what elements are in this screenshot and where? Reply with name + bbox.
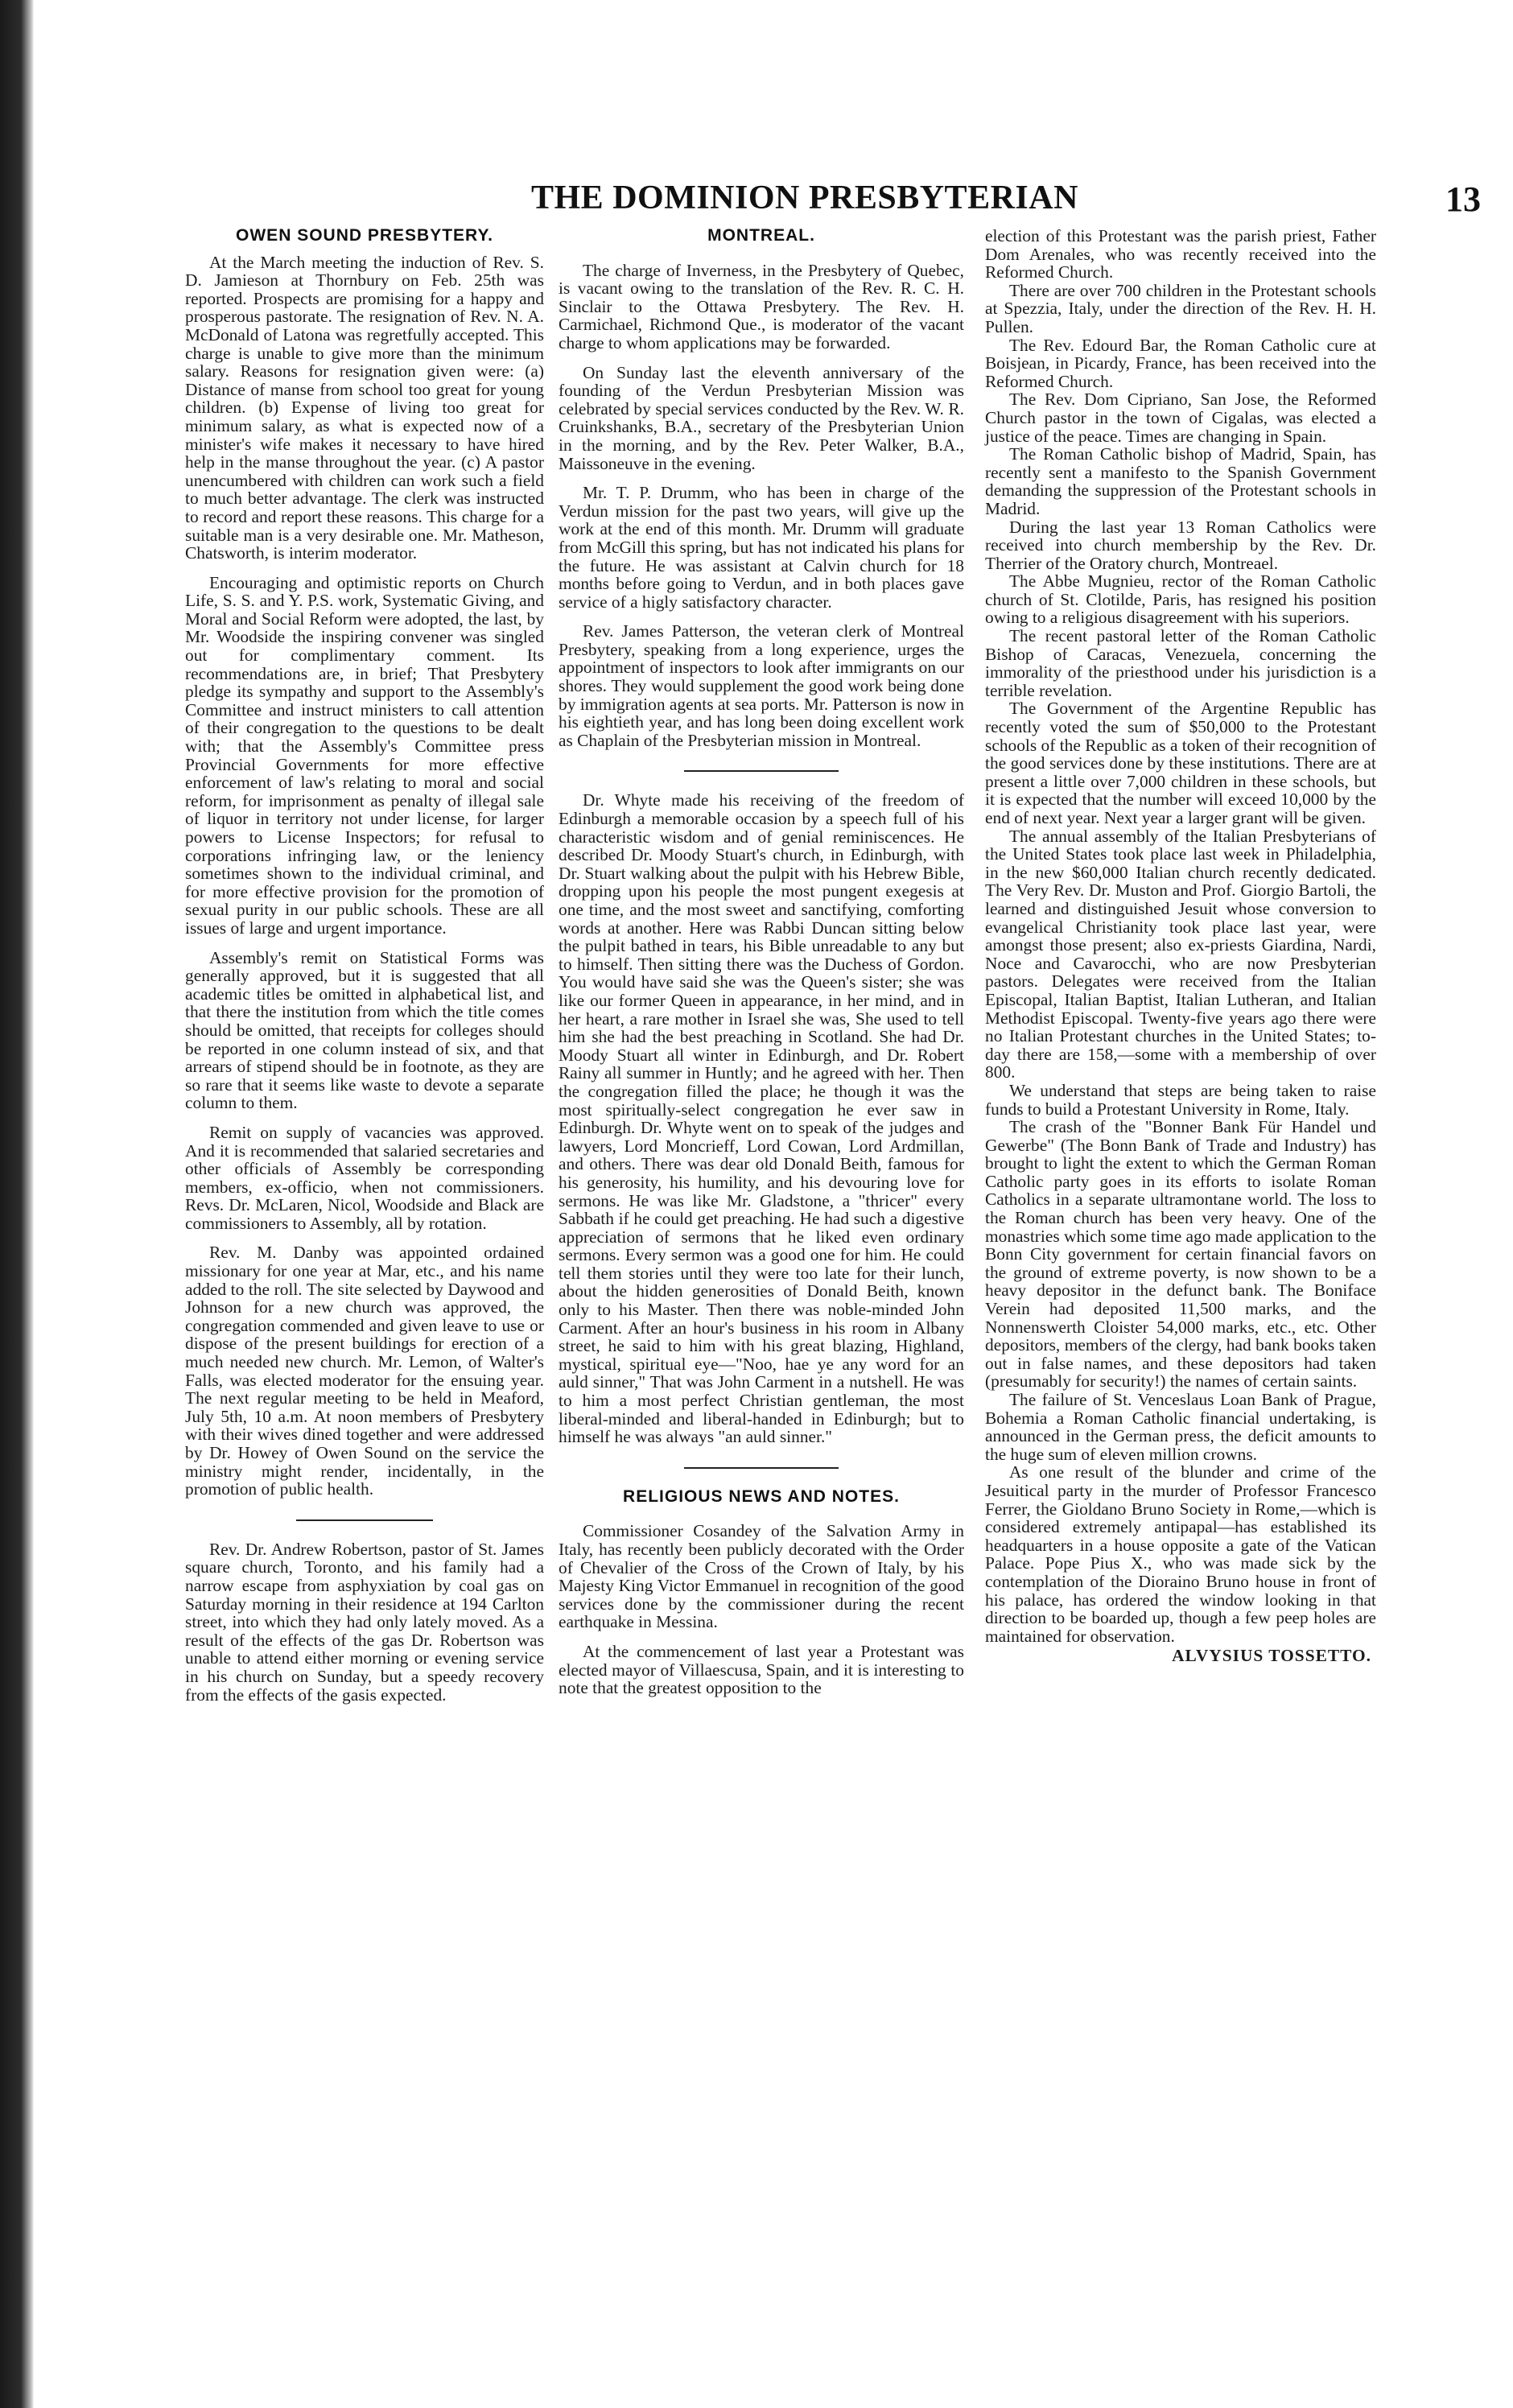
article-paragraph: During the last year 13 Roman Catholics were received into church membership by the Rev. Dr. Therrier of the Oratory church, Montreael. [985,517,1376,573]
article-paragraph: election of this Protestant was the parish priest, Father Dom Arenales, who was recently received into the Reformed Church. [985,226,1376,282]
article-paragraph: Rev. Dr. Andrew Robertson, pastor of St. James square church, Toronto, and his family had a narrow escape from asphyxiation by coal gas on Saturday morning in their residence at 194 Carlton street, into which they had only lately moved. As a result of the effects of the gas Dr. Robertson was unable to attend either morning or evening service in his church on Sunday, but a speedy recovery from the effects of the gasis expected. [185,1539,544,1705]
column-owen-sound [185,227,544,1704]
article-paragraph: Encouraging and optimistic reports on Church Life, S. S. and Y. P.S. work, Systematic Giving, and Moral and Social Reform were adopted, the last, by Mr. Woodside the inspiring convener was singled out for complimentary comment. Its recommendations are, in brief; That Presbytery pledge its sympathy and support to the Assembly's Committee and instruct ministers to call attention of their congregation to the questions to be dealt with; that the Assembly's Committee press Provincial Governments for more effective enforcement of law's relating to moral and social reform, for imprisonment as penalty of illegal sale of liquor in territory not under license, for larger powers to License Inspectors; for refusal to corporations infringing law, or the leniency sometimes shown to the individual criminal, and for more effective provision for the promotion of sexual purity in our public schools. These are all issues of large and urgent importance. [185,572,544,938]
article-paragraph: The Government of the Argentine Republic has recently voted the sum of $50,000 to the Protestant schools of the Republic as a token of their recognition of the good services done by these institutions. There are at present a little over 7,000 children in these schools, but it is expected that the number will exceed 10,000 by the end of next year. Next year a larger grant will be given. [985,699,1376,827]
paragraph-gap [559,472,964,484]
paragraph-gap [185,1232,544,1243]
page-header [515,179,1481,227]
paragraph-gap [559,1631,964,1643]
article-paragraph: The failure of St. Venceslaus Loan Bank of Prague, Bohemia a Roman Catholic financial undertaking, is announced in the German press, the deficit amounts to the huge sum of eleven million crowns. [985,1390,1376,1464]
section-divider [684,770,839,772]
section-divider [684,1467,839,1469]
article-paragraph: The Rev. Edourd Bar, the Roman Catholic cure at Boisjean, in Picardy, France, has been received into the Reformed Church. [985,335,1376,391]
article-paragraph: Rev. James Patterson, the veteran clerk of Montreal Presbytery, speaking from a long experience, urges the appointment of inspectors to look after immigrants on our shores. They would supplement the good work being done by immigration agents at sea ports. Mr. Patterson is now in his eightieth year, and has long been doing excellent work as Chaplain of the Presbyterian mission in Montreal. [559,621,964,750]
section-heading-owen-sound: OWEN SOUND PRESBYTERY. [236,226,493,245]
article-paragraph: On Sunday last the eleventh anniversary of the founding of the Verdun Presbyterian Mission was celebrated by special services conducted by the Rev. W. R. Cruinkshanks, B.A., secretary of the Presbyterian Union in the morning, and by the Rev. Peter Walker, B.A., Maissoneuve in the evening. [559,362,964,473]
article-paragraph: Commissioner Cosandey of the Salvation Army in Italy, has recently been publicly decorated with the Order of Chevalier of the Cross of the Crown of Italy, by his Majesty King Victor Emmanuel in recognition of the good services done by the commissioner during the recent earthquake in Messina. [559,1521,964,1632]
section-heading-montreal: MONTREAL. [707,226,815,245]
article-paragraph: We understand that steps are being taken to raise funds to build a Protestant University in Rome, Italy. [985,1080,1376,1119]
article-paragraph: The Rev. Dom Cipriano, San Jose, the Reformed Church pastor in the town of Cigalas, was elected a justice of the peace. Times are changing in Spain. [985,390,1376,446]
article-paragraph: The Roman Catholic bishop of Madrid, Spain, has recently sent a manifesto to the Spanish Government demanding the suppression of the Protestant schools in Madrid. [985,444,1376,518]
article-paragraph: Dr. Whyte made his receiving of the freedom of Edinburgh a memorable occasion by a speech full of his characteristic wisdom and of genial reminiscences. He described Dr. Moody Stuart's church, in Edinburgh, with Dr. Stuart walking about the pulpit with his Hebrew Bible, dropping upon his people the most pungent exegesis at one time, and the most sweet and sanctifying, comforting words at another. Here was Rabbi Duncan sitting below the pulpit bathed in tears, his Bible unreadable to any but to himself. Then sitting there was the Duchess of Gordon. You would have said she was the Queen's sister; she was like our former Queen in appearance, in her mind, and in her heart, a rare mother in Israel she was, She used to tell him she had the best preaching in Scotland. She had Dr. Moody Stuart all winter in Edinburgh, and Dr. Robert Rainy all summer in Huntly; and he agreed with her. Then the congregation filled the place; he though it was the most spiritually-select congregation he ever saw in Edinburgh. Dr. Whyte went on to speak of the judges and lawyers, Lord Moncrieff, Lord Cowan, Lord Ardmillan, and others. There was dear old Donald Beith, famous for his generosity, his humility, and his devouring love for sermons. He was like Mr. Gladstone, a "thricer" every Sabbath if he could get preaching. He had such a digestive appreciation of sermons that he liked even ordinary sermons. Every sermon was a good one for him. He could tell them stories until they were too late for their lunch, about the hidden generosities of Donald Beith, known only to his Master. Then there was noble-minded John Carment. After an hour's business in his room in Albany street, he said to him with his great blazing, Highland, mystical, spiritual eye—"Noo, hae ye any word for an auld sinner," That was John Carment in a nutshell. He was to him a most perfect Christian gentleman, the most liberal-minded and liberal-handed in Edinburgh; but to himself he was always "an auld sinner." [559,790,964,1447]
section-heading-religious-news: RELIGIOUS NEWS AND NOTES. [623,1486,900,1506]
article-paragraph: There are over 700 children in the Protestant schools at Spezzia, Italy, under the direction of the Rev. H. H. Pullen. [985,280,1376,336]
running-title: THE DOMINION PRESBYTERIAN [531,179,1078,216]
paragraph-gap [559,353,964,364]
paragraph-gap [185,563,544,574]
article-paragraph: The Abbe Mugnieu, rector of the Roman Catholic church of St. Clotilde, Paris, has resigned his position owing to a religious disagreement with his superiors. [985,571,1376,628]
paragraph-gap [559,611,964,622]
article-paragraph: The recent pastoral letter of the Roman Catholic Bishop of Caracas, Venezuela, concerning the immorality of the priesthood under his jurisdiction is a terrible revelation. [985,626,1376,700]
article-paragraph: Mr. T. P. Drumm, who has been in charge of the Verdun mission for the past two years, will give up the work at the end of this month. Mr. Drumm will graduate from McGill this spring, but has not indicated his plans for the future. He was assistant at Calvin church for 18 months before going to Verdun, and in both places gave service of a higly satisfactory character. [559,483,964,612]
article-paragraph: At the commencement of last year a Protestant was elected mayor of Villaescusa, Spain, and it is interesting to note that the greatest opposition to the [559,1641,964,1698]
paragraph-gap [185,1112,544,1124]
article-paragraph: The annual assembly of the Italian Presbyterians of the United States took place last week in Philadelphia, in the new $60,000 Italian church recently dedicated. The Very Rev. Dr. Muston and Prof. Giorgio Bartoli, the learned and distinguished Jesuit whose conversion to evangelical Christianity took place last year, were amongst those present; also ex-priests Giardina, Nardi, Noce and Cavarocchi, who are now Presbyterian pastors. Delegates were received from the Italian Episcopal, Italian Baptist, Italian Lutheran, and Italian Methodist Episcopal. Twenty-five years ago there were no Italian Protestant churches in the United States; to-day there are 158,—some with a membership of over 800. [985,826,1376,1082]
article-paragraph: Rev. M. Danby was appointed ordained missionary for one year at Mar, etc., and his name added to the roll. The site selected by Daywood and Johnson for a new church was approved, the congregation commended and given leave to use or dispose of the present buildings for erection of a much needed new church. Mr. Lemon, of Walter's Falls, was elected moderator for the ensuing year. The next regular meeting to be held in Meaford, July 5th, 10 a.m. At noon members of Presbytery with their wives dined together and were addressed by Dr. Howey of Owen Sound on the service the ministry might render, incidentally, in the promotion of public health. [185,1243,544,1499]
column-montreal [559,227,964,1697]
author-signature: ALVYSIUS TOSSETTO. [1172,1646,1371,1666]
page-number: 13 [1445,179,1481,219]
scan-edge-shadow [0,0,34,2408]
column-religious-news-continued [985,227,1376,1665]
article-paragraph: As one result of the blunder and crime of the Jesuitical party in the murder of Professor Francesco Ferrer, the Gioldano Bruno Society in Rome,—which is considered extremely antipapal—has established its headquarters in a house opposite a gate of the Vatican Palace. Pope Pius X., who was made sick by the contemplation of the Dioraino Bruno house in front of his palace, has ordered the window looking in that direction to be boarded up, though a few peep holes are maintained for observation. [985,1462,1376,1646]
section-divider [296,1519,432,1521]
article-paragraph: Remit on supply of vacancies was approved. And it is recommended that salaried secretaries and other officials of Assembly be corresponding members, ex-officio, when not commissioners. Revs. Dr. McLaren, Nicol, Woodside and Black are commissioners to Assembly, all by rotation. [185,1122,544,1233]
article-paragraph: The charge of Inverness, in the Presbytery of Quebec, is vacant owing to the translation of the Rev. R. C. H. Sinclair to the Ottawa Presbytery. The Rev. H. Carmichael, Richmond Que., is moderator of the vacant charge to whom applications may be forwarded. [559,260,964,353]
article-paragraph: Assembly's remit on Statistical Forms was generally approved, but it is suggested that all academic titles be omitted in alphabetical list, and that there the institution from which the title comes should be omitted, that receipts for colleges should be reported in one column instead of six, and that arrears of stipend should be in footnote, as they are so rare that it seems like waste to devote a separate column to them. [185,947,544,1113]
article-paragraph: At the March meeting the induction of Rev. S. D. Jamieson at Thornbury on Feb. 25th was reported. Prospects are promising for a happy and prosperous pastorate. The resignation of Rev. N. A. McDonald of Latona was regretfully accepted. This charge is unable to give more than the minimum salary. Reasons for resignation given were: (a) Distance of manse from school too great for young children. (b) Expense of living too great for minimum salary, as what is expected now of a minister's wife makes it necessary to have hired help in the manse throughout the year. (c) A pastor unencumbered with children can work such a field to much better advantage. The clerk was instructed to record and report these reasons. This charge for a suitable man is a very desirable one. Mr. Matheson, Chatsworth, is interim moderator. [185,252,544,563]
article-paragraph: The crash of the "Bonner Bank Für Handel und Gewerbe" (The Bonn Bank of Trade and Industry) has brought to light the extent to which the German Roman Catholic party goes in its efforts to isolate Roman Catholics in a separate ultramontane world. The loss to the Roman church has been very heavy. One of the monastries which some time ago made application to the Bonn City government for certain financial favors on the ground of extreme poverty, is now shown to be a heavy depositor in the defunct bank. The Boniface Verein had deposited 11,500 marks, and the Nonnenswerth Cloister 54,000 marks, etc., etc. Other depositors, members of the clergy, had bank books taken out in false names, and these depositors had taken (presumably for security!) the names of certain saints. [985,1117,1376,1392]
paragraph-gap [185,938,544,949]
